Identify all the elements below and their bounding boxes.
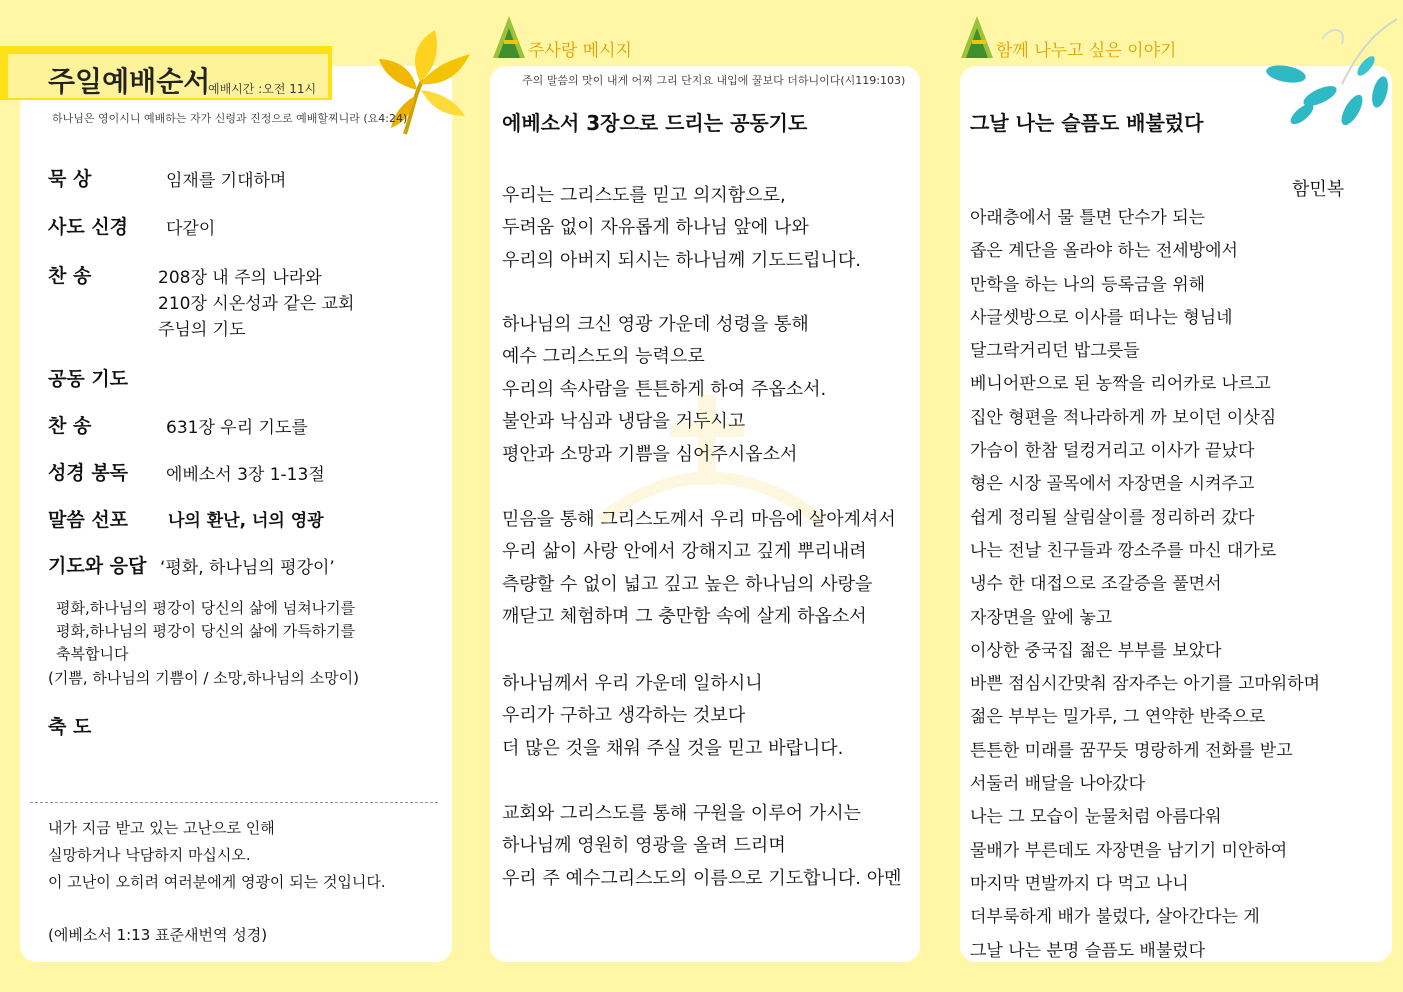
- poem-line: 이상한 중국집 젊은 부부를 보았다: [970, 640, 1222, 661]
- item-value: 다같이: [166, 219, 216, 239]
- prayer-line: 우리는 그리스도를 믿고 의지함으로,: [502, 185, 786, 206]
- poem-line: 만학을 하는 나의 등록금을 위해: [970, 274, 1206, 295]
- item-value: 631장 우리 기도를: [166, 418, 308, 438]
- prayer-line: 하나님의 크신 영광 가운데 성령을 통해: [502, 314, 809, 335]
- poem-line: 젊은 부부는 밀가루, 그 연약한 반죽으로: [970, 707, 1266, 728]
- poem-line: 아래층에서 물 틀면 단수가 되는: [970, 208, 1206, 228]
- section-title-story: 함께 나누고 싶은 이야기: [996, 41, 1177, 61]
- item-value: 에베소서 3장 1-13절: [166, 465, 325, 485]
- item-label: 사도 신경: [48, 216, 129, 238]
- poem-line: 그날 나는 분명 슬픔도 배불렀다: [970, 940, 1206, 961]
- response-line: 평화,하나님의 평강이 당신의 삶에 가득하기를: [56, 622, 356, 640]
- footer-line: 이 고난이 오히려 여러분에게 영광이 되는 것입니다.: [48, 873, 386, 891]
- item-label: 묵 상: [48, 168, 92, 190]
- item-value: 208장 내 주의 나라와: [158, 268, 322, 288]
- footer-line: 내가 지금 받고 있는 고난으로 인해: [48, 819, 275, 837]
- hymn-extra: 주님의 기도: [158, 320, 246, 340]
- poem-line: 달그락거리던 밥그릇들: [970, 341, 1140, 362]
- floral-decoration-icon: [1262, 14, 1402, 134]
- item-label: 찬 송: [48, 265, 92, 287]
- footer-line: 실망하거나 낙담하지 마십시오.: [48, 846, 251, 864]
- prayer-line: 믿음을 통해 그리스도께서 우리 마음에 살아계셔서: [502, 509, 896, 530]
- poem-line: 서둘러 배달을 나아갔다: [970, 774, 1146, 795]
- poem-author: 함민복: [1292, 179, 1345, 200]
- prayer-line: 하나님께 영원히 영광을 올려 드리며: [502, 835, 786, 857]
- item-label: 공동 기도: [48, 368, 129, 390]
- poem-line: 형은 시장 골목에서 자장면을 시켜주고: [970, 474, 1255, 495]
- item-value: ‘평화, 하나님의 평강이’: [160, 558, 335, 578]
- prayer-line: 우리가 구하고 생각하는 것보다: [502, 705, 746, 727]
- prayer-paragraph: [502, 309, 826, 471]
- item-value: 임재를 기대하며: [166, 171, 287, 191]
- poem-line: 쉽게 정리될 살림살이를 정리하러 갔다: [970, 507, 1255, 528]
- poem-line: 좁은 계단을 올라야 하는 전세방에서: [970, 241, 1238, 262]
- item-label: 말씀 선포: [48, 509, 129, 531]
- item-label: 찬 송: [48, 415, 92, 437]
- prayer-line: 깨닫고 체험하며 그 충만함 속에 살게 하옵소서: [502, 606, 867, 628]
- prayer-paragraph: [502, 668, 843, 765]
- prayer-line: 교회와 그리스도를 통해 구원을 이루어 가시는: [502, 803, 861, 824]
- prayer-line: 예수 그리스도의 능력으로: [502, 346, 705, 368]
- item-label: 기도와 응답: [48, 555, 147, 577]
- response-line: (기쁨, 하나님의 기쁨이 / 소망,하나님의 소망이): [48, 669, 359, 687]
- triangle-leaf-icon: [492, 14, 526, 60]
- prayer-line: 평안과 소망과 기쁨을 심어주시옵소서: [502, 443, 798, 465]
- prayer-paragraph: [502, 798, 901, 895]
- sermon-title: 나의 환난, 너의 영광: [168, 511, 324, 531]
- hymn-extra: 210장 시온성과 같은 교회: [158, 294, 355, 314]
- divider: [30, 802, 438, 803]
- poem-line: 가슴이 한참 덜컹거리고 이사가 끝났다: [970, 441, 1255, 462]
- worship-time: 예배시간 :오전 11시: [208, 82, 317, 96]
- item-label: 축 도: [48, 716, 92, 738]
- poem-line: 사글셋방으로 이사를 떠나는 형님네: [970, 307, 1233, 328]
- prayer-line: 더 많은 것을 채워 주실 것을 믿고 바랍니다.: [502, 737, 844, 759]
- poem-line: 튼튼한 미래를 꿈꾸듯 명랑하게 전화를 받고: [970, 740, 1293, 761]
- poem-line: 자장면을 앞에 놓고: [970, 607, 1113, 628]
- poem-line: 더부룩하게 배가 불렀다, 살아간다는 게: [970, 907, 1260, 928]
- poem-line: 나는 그 모습이 눈물처럼 아름다워: [970, 807, 1222, 828]
- poem-line: 베니어판으로 된 농짝을 리어카로 나르고: [970, 374, 1271, 395]
- prayer-line: 두려움 없이 자유롭게 하나님 앞에 나와: [502, 217, 809, 239]
- message-verse: 주의 말씀의 맛이 내게 어찌 그리 단지요 내입에 꿀보다 더하니이다(시119:103): [522, 74, 906, 87]
- prayer-paragraph: [502, 504, 896, 634]
- prayer-line: 우리의 아버지 되시는 하나님께 기도드립니다.: [502, 249, 861, 271]
- response-line: 평화,하나님의 평강이 당신의 삶에 넘쳐나기를: [56, 599, 356, 617]
- title-verse: 하나님은 영이시니 예배하는 자가 신령과 진정으로 예배할찌니라 (요4:24): [52, 112, 408, 125]
- prayer-line: 우리의 속사람을 튼튼하게 하여 주옵소서.: [502, 378, 827, 400]
- page-title: 주일예배순서: [48, 65, 211, 98]
- section-title-message: 주사랑 메시지: [528, 41, 632, 61]
- poem-line: 나는 전날 친구들과 깡소주를 마신 대가로: [970, 540, 1277, 561]
- prayer-paragraph: [502, 180, 861, 277]
- poem-line: 마지막 면발까지 다 먹고 나니: [970, 873, 1189, 894]
- response-line: 축복합니다: [56, 645, 129, 663]
- triangle-leaf-icon: [960, 14, 994, 60]
- item-label: 성경 봉독: [48, 462, 129, 484]
- message-heading: 에베소서 3장으로 드리는 공동기도: [502, 111, 808, 135]
- prayer-line: 하나님께서 우리 가운데 일하시니: [502, 673, 763, 694]
- prayer-line: 우리 주 예수그리스도의 이름으로 기도합니다. 아멘: [502, 867, 902, 889]
- poem-line: 바쁜 점심시간맞춰 잠자주는 아기를 고마워하며: [970, 674, 1321, 695]
- poem-body: [970, 202, 1320, 968]
- poem-line: 집안 형편을 적나라하게 까 보이던 이삿짐: [970, 407, 1277, 428]
- poem-line: 냉수 한 대접으로 조갈증을 풀면서: [970, 574, 1222, 595]
- poem-line: 물배가 부른데도 자장면을 남기기 미안하여: [970, 840, 1288, 861]
- poem-title: 그날 나는 슬픔도 배불렀다: [970, 111, 1204, 135]
- prayer-line: 우리 삶이 사랑 안에서 강해지고 깊게 뿌리내려: [502, 541, 867, 563]
- prayer-line: 측량할 수 없이 넓고 깊고 높은 하나님의 사랑을: [502, 573, 873, 595]
- prayer-line: 불안과 낙심과 냉담을 거두시고: [502, 411, 746, 433]
- footer-reference: (에베소서 1:13 표준새번역 성경): [48, 926, 268, 944]
